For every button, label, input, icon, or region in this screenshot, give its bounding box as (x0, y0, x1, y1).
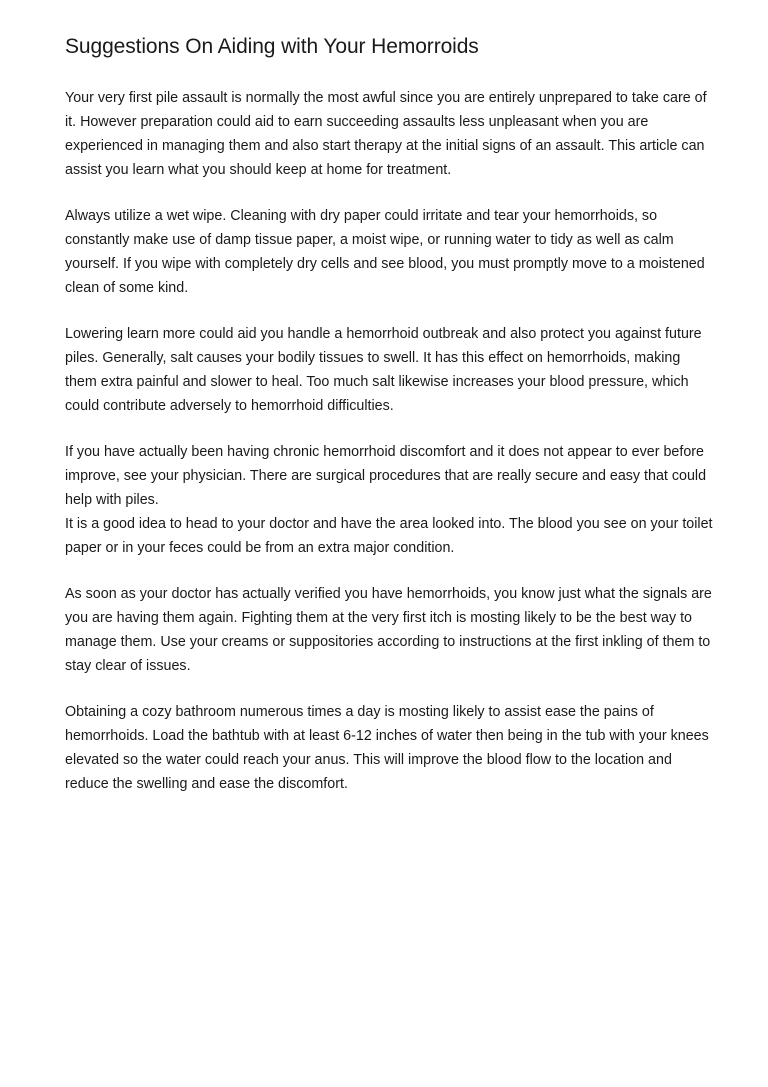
paragraph-5: It is a good idea to head to your doctor and have the area looked into. The blood you see on your toilet paper or in your feces could be from an extra major condition. (65, 516, 713, 556)
paragraph-2: Always utilize a wet wipe. Cleaning with dry paper could irritate and tear your hemorrhoids, so constantly make use of damp tissue paper, a moist wipe, or running water to tidy as well as calm yourself. If you wipe with completely dry cells and see blood, you must promptly move to a moistened clean of some kind. (65, 208, 705, 296)
paragraph-6: As soon as your doctor has actually verified you have hemorrhoids, you know just what the signals are you are having them again. Fighting them at the very first itch is mosting likely to be the best way to manage them. Use your creams or suppositories according to instructions at the first inkling of them to stay clear of issues. (65, 586, 712, 674)
paragraph-1: Your very first pile assault is normally the most awful since you are entirely unprepared to take care of it. However preparation could aid to earn succeeding assaults less unpleasant when you are experienced in managing them and also start therapy at the initial signs of an assault. This article can assist you learn what you should keep at home for treatment. (65, 90, 707, 178)
document-title: Suggestions On Aiding with Your Hemorroids (65, 35, 479, 58)
paragraph-4: If you have actually been having chronic hemorrhoid discomfort and it does not appear to ever before improve, see your physician. There are surgical procedures that are really secure and easy that could help with piles. (65, 444, 707, 508)
document-content (65, 33, 715, 818)
paragraph-3: Lowering learn more could aid you handle a hemorrhoid outbreak and also protect you against future piles. Generally, salt causes your bodily tissues to swell. It has this effect on hemorrhoids, making them extra painful and slower to heal. Too much salt likewise increases your blood pressure, which could contribute adversely to hemorrhoid difficulties. (65, 326, 702, 414)
paragraph-7: Obtaining a cozy bathroom numerous times a day is mosting likely to assist ease the pains of hemorrhoids. Load the bathtub with at least 6-12 inches of water then being in the tub with your knees elevated so the water could reach your anus. This will improve the blood flow to the location and reduce the swelling and ease the discomfort. (65, 704, 709, 792)
document-body (65, 86, 715, 796)
